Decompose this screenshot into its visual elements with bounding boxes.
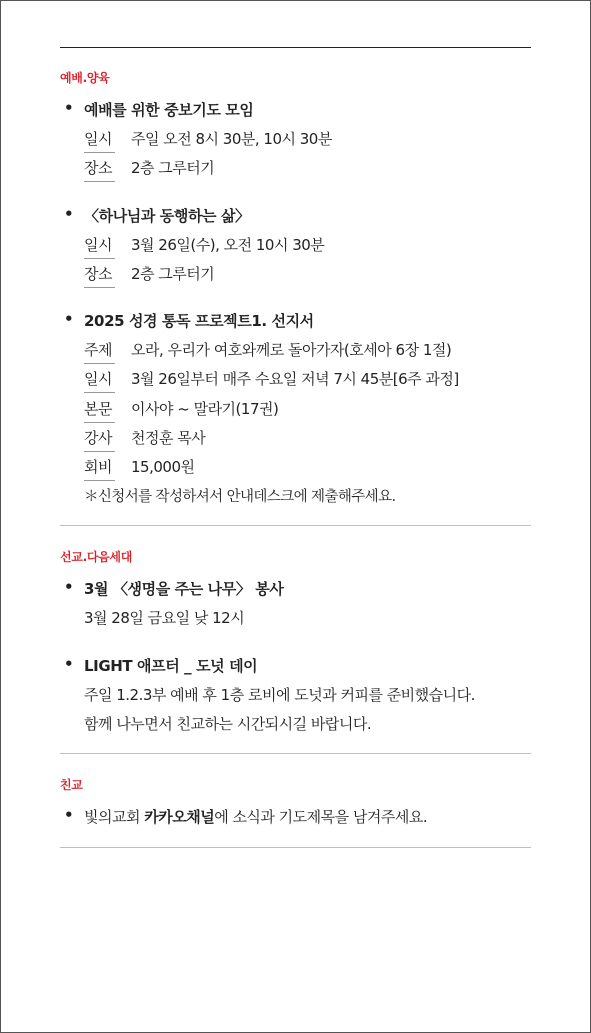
row-value: 천정훈 목사 (131, 429, 206, 447)
section-title-fellowship: 친교 (60, 778, 83, 792)
item-detail: 함께 나누면서 친교하는 시간되시길 바랍니다. (84, 715, 372, 733)
row-value: 주일 오전 8시 30분, 10시 30분 (131, 130, 332, 148)
item-title-prayer-meeting: 예배를 위한 중보기도 모임 (84, 101, 254, 119)
row-label: 일시 (84, 368, 115, 393)
info-row (84, 234, 324, 259)
kakao-channel-notice (84, 806, 427, 827)
info-row (84, 456, 194, 481)
bullet-dot: • (64, 655, 74, 673)
row-label: 일시 (84, 234, 115, 259)
bullet-dot: • (64, 205, 74, 223)
bullet-dot: • (64, 578, 74, 596)
row-value: 3월 26일(수), 오전 10시 30분 (131, 236, 325, 254)
item-title-walk-with-god: 〈하나님과 동행하는 삶〉 (84, 207, 250, 225)
bullet-dot: • (64, 99, 74, 117)
bottom-divider (60, 847, 531, 848)
row-label: 장소 (84, 157, 115, 182)
row-value: 3월 26일부터 매주 수요일 저녁 7시 45분[6주 과정] (131, 370, 459, 388)
row-value: 2층 그루터기 (131, 159, 215, 177)
signup-note: ＊신청서를 작성하셔서 안내데스크에 제출해주세요. (84, 489, 396, 505)
row-value: 2층 그루터기 (131, 265, 215, 283)
info-row (84, 128, 332, 153)
notice-text-end: 에 소식과 기도제목을 남겨주세요. (214, 808, 428, 826)
item-title-donut-day: LIGHT 애프터 _ 도넛 데이 (84, 657, 258, 675)
info-row (84, 157, 214, 182)
kakao-channel-name: 카카오채널 (144, 808, 215, 826)
section-divider (60, 753, 531, 754)
top-divider (60, 47, 531, 48)
row-value: 이사야 ~ 말라기(17권) (131, 400, 279, 418)
item-detail: 주일 1.2.3부 예배 후 1층 로비에 도넛과 커피를 준비했습니다. (84, 686, 475, 704)
row-label: 강사 (84, 427, 115, 452)
row-value: 오라, 우리가 여호와께로 돌아가자(호세아 6장 1절) (131, 341, 452, 359)
row-label: 본문 (84, 398, 115, 423)
info-row (84, 398, 278, 423)
bullet-dot: • (64, 806, 74, 824)
info-row (84, 427, 205, 452)
row-label: 장소 (84, 263, 115, 288)
section-title-mission: 선교.다음세대 (60, 550, 133, 564)
info-row (84, 263, 214, 288)
info-row (84, 339, 451, 364)
row-label: 일시 (84, 128, 115, 153)
info-row (84, 368, 459, 393)
row-label: 주제 (84, 339, 115, 364)
section-title-worship: 예배.양육 (60, 71, 110, 85)
item-title-tree-of-life: 3월 〈생명을 주는 나무〉 봉사 (84, 580, 284, 598)
item-title-bible-reading: 2025 성경 통독 프로젝트1. 선지서 (84, 312, 314, 330)
row-label: 회비 (84, 456, 115, 481)
notice-text-start: 빛의교회 (84, 808, 145, 826)
item-detail: 3월 28일 금요일 낮 12시 (84, 609, 245, 627)
row-value: 15,000원 (131, 458, 195, 476)
bullet-dot: • (64, 310, 74, 328)
section-divider (60, 525, 531, 526)
